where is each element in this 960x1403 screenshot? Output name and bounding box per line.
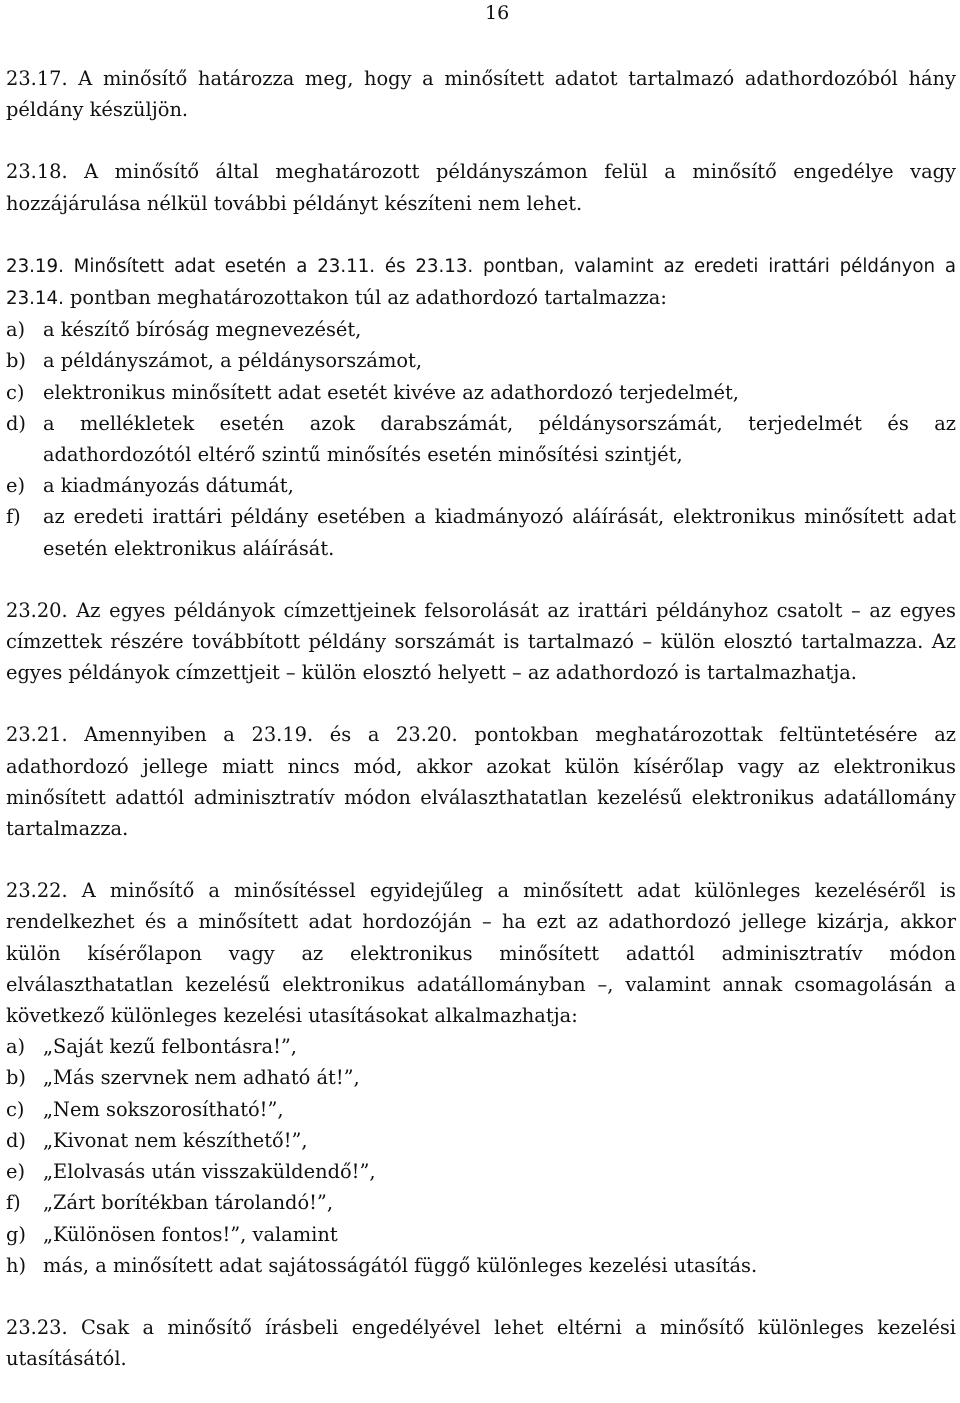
list-item-marker: c)	[6, 1097, 25, 1121]
list-item	[6, 501, 956, 563]
list-item	[6, 1031, 956, 1062]
list-item-marker: b)	[6, 1066, 26, 1090]
list-item	[6, 408, 956, 470]
list-item	[6, 470, 956, 501]
list-item	[6, 1094, 956, 1125]
list-item-marker: g)	[6, 1222, 26, 1246]
list-item-marker: d)	[6, 411, 26, 435]
paragraph-23-19-intro-part-b: pontban meghatározottakon túl az adathordozó tartalmazza:	[63, 286, 667, 310]
list-item-text: „Elolvasás után visszaküldendő!”,	[43, 1160, 376, 1184]
list-item-marker: f)	[6, 505, 21, 529]
list-item-text: elektronikus minősített adat esetét kivéve az adathordozó terjedelmét,	[43, 380, 739, 404]
list-item-marker: b)	[6, 349, 26, 373]
list-item-text: a mellékletek esetén azok darabszámát, példánysorszámát, terjedelmét és az adathordozótól eltérő szintű minősítés esetén minősítési szintjét,	[43, 411, 956, 467]
list-item-marker: a)	[6, 1035, 26, 1059]
list-item-marker: e)	[6, 474, 26, 498]
list-item-text: az eredeti irattári példány esetében a kiadmányozó aláírását, elektronikus minősített adat esetén elektronikus aláírását.	[43, 505, 956, 560]
paragraph-23-23: 23.23. Csak a minősítő írásbeli engedélyével lehet eltérni a minősítő különleges kezelési utasításától.	[6, 1315, 956, 1371]
paragraph-23-19-intro-part-a: 23.19. Minősített adat esetén a 23.11. és 23.13. pontban, valamint az eredeti irattári példányon a 23.14.	[6, 255, 956, 310]
paragraph-23-22-intro: 23.22. A minősítő a minősítéssel egyidejűleg a minősített adat különleges kezeléséről is rendelkezhet és a minősített adat hordozóján – ha ezt az adathordozó jellege kizárja, akkor külön kísérőlapon vagy az elektronikus minősített adattól adminisztratív módon elválaszthatatlan kezelésű elektronikus adatállományban –, valamint annak csomagolásán a következő különleges kezelési utasításokat alkalmazhatja:	[6, 879, 956, 1028]
list-item-marker: c)	[6, 380, 25, 404]
list-item-text: „Kivonat nem készíthető!”,	[43, 1128, 308, 1152]
list-item	[6, 1219, 956, 1250]
list-item-text: „Nem sokszorosítható!”,	[43, 1097, 284, 1121]
document-body	[6, 63, 956, 1374]
paragraph-23-17: 23.17. A minősítő határozza meg, hogy a minősített adatot tartalmazó adathordozóból hány példány készüljön.	[6, 67, 956, 122]
list-item-text: más, a minősített adat sajátosságától függő különleges kezelési utasítás.	[43, 1253, 758, 1277]
list-item-marker: h)	[6, 1253, 27, 1277]
list-item-text: a példányszámot, a példánysorszámot,	[43, 349, 423, 373]
list-item-text: a készítő bíróság megnevezését,	[43, 318, 362, 342]
list-item	[6, 1062, 956, 1093]
paragraph-23-20: 23.20. Az egyes példányok címzettjeinek felsorolását az irattári példányhoz csatolt – az egyes címzettek részére továbbított példány sorszámát is tartalmazó – külön elosztó tartalmazza. Az egyes példányok címzettjeit – külön elosztó helyett – az adathordozó is tartalmazhatja.	[6, 598, 956, 685]
list-item	[6, 377, 956, 408]
list-item-text: „Más szervnek nem adható át!”,	[43, 1066, 360, 1090]
list-item	[6, 1250, 956, 1281]
list-item	[6, 345, 956, 376]
list-item-marker: a)	[6, 318, 26, 342]
paragraph-23-21: 23.21. Amennyiben a 23.19. és a 23.20. pontokban meghatározottak feltüntetésére az adathordozó jellege miatt nincs mód, akkor azokat külön kísérőlap vagy az elektronikus minősített adattól adminisztratív módon elválaszthatatlan kezelésű elektronikus adatállomány tartalmazza.	[6, 723, 956, 841]
list-item-text: „Különösen fontos!”, valamint	[43, 1222, 338, 1246]
list-item-text: „Saját kezű felbontásra!”,	[43, 1035, 297, 1059]
list-item	[6, 314, 956, 345]
list-item	[6, 1187, 956, 1218]
list-item-marker: f)	[6, 1191, 21, 1215]
list-item-marker: e)	[6, 1160, 26, 1184]
list-23-22	[6, 1031, 956, 1281]
paragraph-23-18: 23.18. A minősítő által meghatározott példányszámon felül a minősítő engedélye vagy hozzájárulása nélkül további példányt készíteni nem lehet.	[6, 160, 956, 215]
list-item	[6, 1156, 956, 1187]
list-item-text: „Zárt borítékban tárolandó!”,	[43, 1191, 334, 1215]
paragraph-23-19-intro	[6, 250, 956, 314]
list-item-marker: d)	[6, 1128, 26, 1152]
list-item	[6, 1125, 956, 1156]
list-item-text: a kiadmányozás dátumát,	[43, 474, 294, 498]
page-number: 16	[485, 2, 510, 24]
list-23-19	[6, 314, 956, 564]
